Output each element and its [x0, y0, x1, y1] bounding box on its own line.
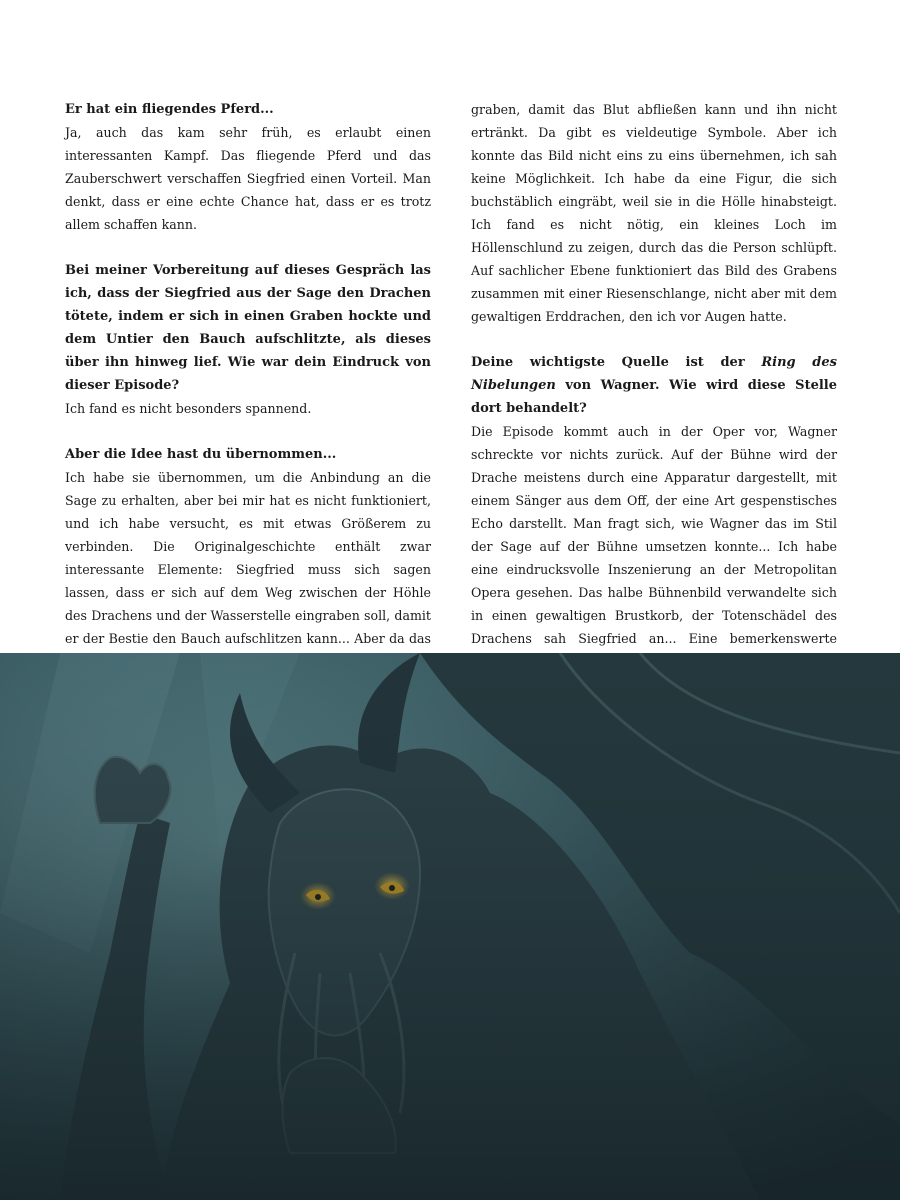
answer-flying-horse: Ja, auch das kam sehr früh, es erlaubt einen interessanten Kampf. Das fliegende Pferd und das Zauberschwert verschaffen Siegfried einen Vorteil. Man denkt, dass er eine echte Chance hat, dass er es trotz allem schaffen kann.	[65, 125, 431, 232]
article-text	[65, 98, 837, 646]
question-flying-horse: Er hat ein fliegendes Pferd...	[65, 102, 274, 117]
work-title: Ring des Nibelungen	[471, 355, 837, 393]
answer-idea-adopted: Ich habe sie übernommen, um die Anbindung an die Sage zu erhalten, aber bei mir hat es nicht funktioniert, und ich habe versucht, es mit etwas Größerem zu verbinden. Die Originalgeschichte enthält zwar interessante Elemente: Siegfried muss sich sagen lassen, dass er sich auf dem Weg zwischen der Höhle des Drachens und der Wasserstelle eingraben soll, damit er der Bestie den Bauch aufschlitzen kann... Aber da das	[65, 470, 431, 646]
right-column	[471, 98, 837, 646]
answer-idea-adopted-continued: graben, damit das Blut abfließen kann und ihn nicht ertränkt. Da gibt es vieldeutige Symbole. Aber ich konnte das Bild nicht eins zu eins übernehmen, ich sah keine Möglichkeit. Ich habe da eine Figur, die sich buchstäblich eingräbt, weil sie in die Hölle hinabsteigt. Ich fand es nicht nötig, ein kleines Loch im Höllenschlund zu zeigen, durch das die Person schlüpft. Auf sachlicher Ebene funktioniert das Bild des Grabens zusammen mit einer Riesenschlange, nicht aber mit dem gewaltigen Erddrachen, den ich vor Augen hatte.	[471, 102, 837, 324]
answer-saga-episode: Ich fand es nicht besonders spannend.	[65, 401, 312, 416]
left-column	[65, 98, 431, 646]
dragon-illustration	[0, 653, 900, 1200]
fog-overlay	[0, 653, 900, 1200]
question-idea-adopted: Aber die Idee hast du übernommen...	[65, 447, 337, 462]
question-saga-episode: Bei meiner Vorbereitung auf dieses Gespräch las ich, dass der Siegfried aus der Sage den Drachen tötete, indem er sich in einen Graben hockte und dem Untier den Bauch aufschlitzte, als dieses über ihn hinweg lief. Wie war dein Eindruck von dieser Episode?	[65, 263, 431, 393]
dragon-illustration-svg	[0, 653, 900, 1200]
question-wagner-post: von Wagner. Wie wird diese Stelle dort behandelt?	[471, 378, 837, 416]
question-wagner-pre: Deine wichtigste Quelle ist der	[471, 355, 762, 370]
question-wagner-ring	[471, 351, 837, 420]
answer-wagner-ring: Die Episode kommt auch in der Oper vor, Wagner schreckte vor nichts zurück. Auf der Bühne wird der Drache meistens durch eine Apparatur dargestellt, mit einem Sänger aus dem Off, der eine Art gespenstisches Echo darstellt. Man fragt sich, wie Wagner das im Stil der Sage auf der Bühne umsetzen konnte... Ich habe eine eindrucksvolle Inszenierung an der Metropolitan Opera gesehen. Das halbe Bühnenbild verwandelte sich in einen gewaltigen Brustkorb, der Totenschädel des Drachens sah Siegfried an... Eine bemerkenswerte	[471, 424, 837, 646]
